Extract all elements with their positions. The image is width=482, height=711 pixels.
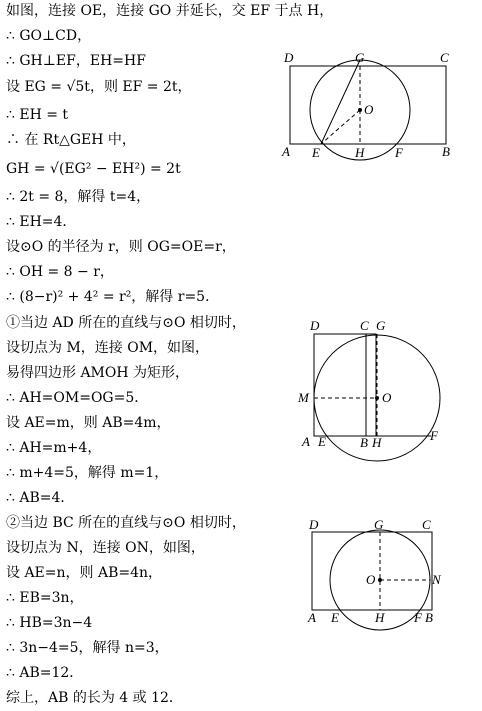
solution-line-27: ∴ AB=12．	[6, 665, 84, 681]
label-d: D	[309, 517, 319, 532]
label-b: B	[360, 435, 368, 450]
solution-line-7: GH = √(EG² − EH²) = 2t	[6, 161, 181, 177]
label-d: D	[310, 318, 320, 333]
label-c: C	[440, 50, 449, 65]
label-h: H	[355, 145, 365, 160]
solution-line-23: 设 AE=n，则 AB=4n，	[6, 565, 163, 581]
label-m: M	[298, 390, 309, 405]
label-o: O	[382, 390, 392, 405]
label-n: N	[432, 572, 441, 587]
solution-line-6: ∴ 在 Rt△GEH 中，	[6, 132, 136, 148]
rectangle-abcd	[314, 334, 376, 436]
solution-line-2: ∴ GO⊥CD，	[6, 28, 92, 44]
solution-line-28: 综上，AB 的长为 4 或 12．	[6, 690, 183, 706]
solution-line-26: ∴ 3n−4=5，解得 n=3，	[6, 640, 169, 656]
label-o: O	[366, 572, 376, 587]
solution-line-10: 设⊙O 的半径为 r，则 OG=OE=r，	[6, 239, 236, 255]
label-f: F	[395, 145, 403, 160]
solution-line-24: ∴ EB=3n，	[6, 590, 84, 606]
figure-3-diagram	[304, 516, 454, 628]
solution-line-9: ∴ EH=4．	[6, 214, 77, 230]
center-point-o	[375, 396, 379, 400]
label-e: E	[312, 145, 320, 160]
label-b: B	[425, 610, 433, 625]
solution-line-5: ∴ EH = t	[6, 107, 69, 123]
solution-line-25: ∴ HB=3n−4	[6, 615, 93, 631]
solution-line-11: ∴ OH = 8 − r，	[6, 264, 114, 280]
solution-line-16: ∴ AH=OM=OG=5．	[6, 390, 149, 406]
label-c: C	[422, 517, 431, 532]
label-f: F	[430, 428, 438, 443]
solution-line-21: ②当边 BC 所在的直线与⊙O 相切时，	[6, 515, 246, 531]
solution-line-4: 设 EG = √5t，则 EF = 2t，	[6, 79, 192, 95]
solution-line-14: 设切点为 M，连接 OM，如图，	[6, 340, 210, 356]
solution-line-8: ∴ 2t = 8，解得 t=4，	[6, 189, 151, 205]
center-point-o	[358, 108, 362, 112]
label-b: B	[442, 144, 450, 159]
label-h: H	[375, 610, 385, 625]
label-a: A	[302, 434, 310, 449]
label-a: A	[308, 610, 316, 625]
solution-line-17: 设 AE=m，则 AB=4m，	[6, 415, 171, 431]
center-point-o	[378, 578, 382, 582]
solution-line-12: ∴ (8−r)² + 4² = r²，解得 r=5．	[6, 289, 220, 305]
solution-line-18: ∴ AH=m+4，	[6, 440, 102, 456]
figure-1-diagram	[276, 44, 466, 164]
label-g: G	[374, 517, 384, 532]
label-o: O	[364, 102, 374, 117]
label-d: D	[284, 50, 294, 65]
label-a: A	[282, 144, 290, 159]
solution-line-13: ①当边 AD 所在的直线与⊙O 相切时，	[6, 315, 246, 331]
solution-line-1: 如图，连接 OE，连接 GO 并延长，交 EF 于点 H，	[6, 3, 334, 19]
figure-2-diagram	[296, 316, 456, 456]
label-c: C	[360, 318, 369, 333]
label-g: G	[376, 318, 386, 333]
label-f: F	[414, 610, 422, 625]
label-g: G	[355, 50, 365, 65]
label-h: H	[372, 435, 382, 450]
solution-line-19: ∴ m+4=5，解得 m=1，	[6, 465, 169, 481]
solution-line-20: ∴ AB=4．	[6, 490, 75, 506]
label-e: E	[318, 434, 326, 449]
solution-line-15: 易得四边形 AMOH 为矩形，	[6, 365, 190, 381]
solution-line-22: 设切点为 N，连接 ON，如图，	[6, 540, 205, 556]
segment-oe	[321, 110, 360, 144]
label-e: E	[331, 610, 339, 625]
solution-line-3: ∴ GH⊥EF，EH=HF	[6, 53, 146, 69]
